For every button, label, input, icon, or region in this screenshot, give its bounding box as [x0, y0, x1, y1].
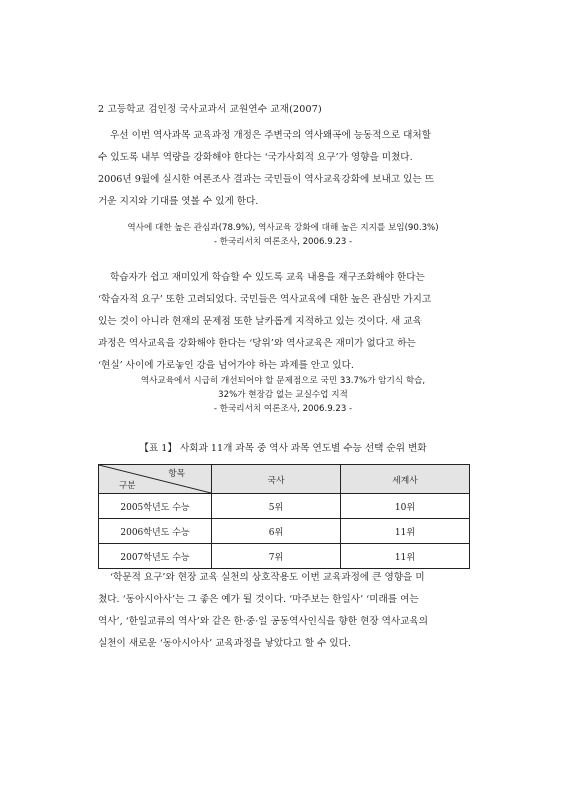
table-cell: 10위 — [341, 494, 470, 519]
quote-line: 역사교육에서 시급히 개선되어야 할 문제점으로 국민 33.7%가 암기식 학습, — [140, 376, 426, 386]
column-header-world-history: 세계사 — [341, 465, 470, 494]
quote-line: 역사에 대한 높은 관심과(78.9%), 역사교육 강화에 대해 높은 지지를 보임(90.3%) — [127, 223, 439, 233]
survey-quote-2 — [98, 374, 468, 416]
diagonal-line — [99, 465, 211, 493]
paragraph-line: 있는 것이 아니라 현재의 문제점 또한 날카롭게 지적하고 있는 것이다. 새 교육 — [98, 316, 422, 327]
row-label: 2005학년도 수능 — [99, 494, 212, 519]
table-header-row — [99, 465, 470, 494]
row-label: 2006학년도 수능 — [99, 519, 212, 544]
paragraph-line: 거운 지지와 기대를 엿볼 수 있게 한다. — [98, 196, 259, 207]
paragraph-line: ‘학문적 요구’와 현장 교육 실천의 상호작용도 이번 교육과정에 큰 영향을 미 — [110, 572, 425, 583]
quote-source: - 한국리서치 여론조사, 2006.9.23 - — [213, 404, 353, 414]
paragraph-line: 실천이 새로운 ‘동아시아사’ 교육과정을 낳았다고 할 수 있다. — [98, 638, 351, 649]
table-row — [99, 519, 470, 544]
table-cell: 11위 — [341, 519, 470, 544]
paragraph-line: 과정은 역사교육을 강화해야 한다는 ‘당위’와 역사교육은 재미가 없다고 하는 — [98, 338, 416, 349]
table-cell: 6위 — [212, 519, 341, 544]
paragraph-line: 학습자가 쉽고 재미있게 학습할 수 있도록 교육 내용을 재구조화해야 한다는 — [110, 272, 425, 283]
paragraph-national-demand — [98, 125, 468, 213]
table-cell: 11위 — [341, 544, 470, 569]
running-header: 2 고등학교 검인정 국사교과서 교원연수 교재(2007) — [98, 104, 322, 115]
table-caption: 【표 1】 사회과 11개 과목 중 역사 과목 연도별 수능 선택 순위 변화 — [139, 443, 427, 454]
table-cell: 5위 — [212, 494, 341, 519]
paragraph-line: ‘현실’ 사이에 가로놓인 강을 넘어가야 하는 과제를 안고 있다. — [98, 360, 354, 371]
table-row — [99, 494, 470, 519]
quote-source: - 한국리서치 여론조사, 2006.9.23 - — [213, 237, 353, 247]
paragraph-line: 역사’, ‘한일교류의 역사’와 같은 한·중·일 공동역사인식을 향한 현장 역사교육의 — [98, 616, 428, 627]
quote-line: 32%가 현장감 없는 교실수업 지적 — [218, 390, 348, 400]
corner-label-category: 구분 — [119, 481, 136, 491]
diagonal-corner-cell — [99, 465, 212, 494]
table-cell: 7위 — [212, 544, 341, 569]
exam-ranking-table — [98, 464, 470, 569]
table-row — [99, 544, 470, 569]
paragraph-line: 2006년 9월에 실시한 여론조사 결과는 국민들이 역사교육강화에 보내고 있는 뜨 — [98, 174, 434, 185]
row-label: 2007학년도 수능 — [99, 544, 212, 569]
corner-label-item: 항목 — [168, 469, 185, 479]
paragraph-line: ‘학습자적 요구’ 또한 고려되었다. 국민들은 역사교육에 대한 높은 관심만 가지고 — [98, 294, 432, 305]
column-header-korean-history: 국사 — [212, 465, 341, 494]
paragraph-learner-demand — [98, 267, 468, 377]
paragraph-line: 우선 이번 역사과목 교육과정 개정은 주변국의 역사왜곡에 능동적으로 대처할 — [110, 130, 431, 141]
paragraph-line: 쳤다. ‘동아시아사’는 그 좋은 예가 될 것이다. ‘마주보는 한일사’ ‘미래를 여는 — [98, 594, 419, 605]
paragraph-academic-demand — [98, 567, 468, 655]
paragraph-line: 수 있도록 내부 역량을 강화해야 한다는 ‘국가사회적 요구’가 영향을 미쳤다. — [98, 152, 413, 163]
survey-quote-1 — [98, 221, 468, 249]
